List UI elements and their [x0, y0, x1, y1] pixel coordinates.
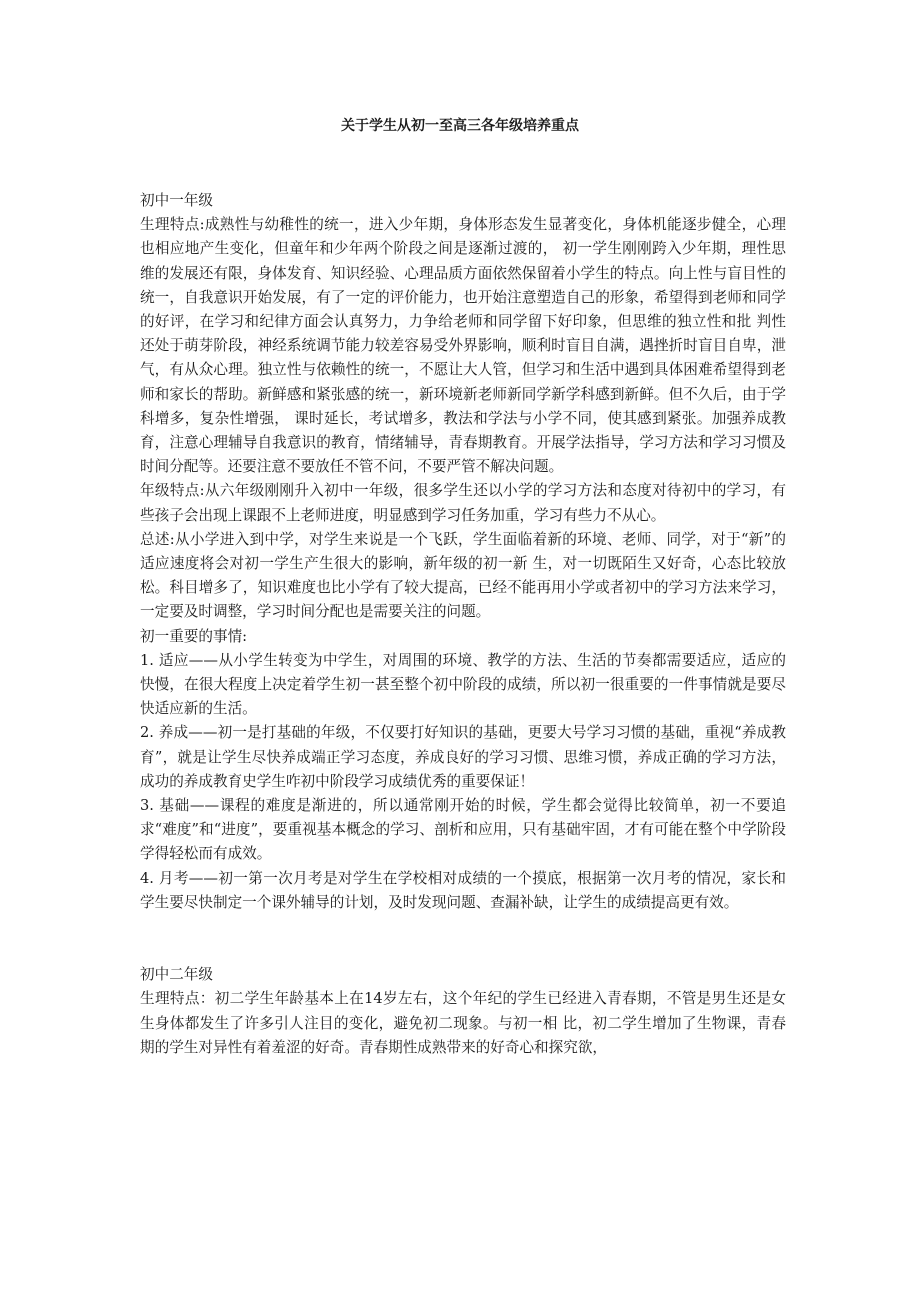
grade1-item-foundation: 3. 基础——课程的难度是渐进的，所以通常刚开始的时候，学生都会觉得比较简单，初一不要追求“难度”和“进度”，要重视基本概念的学习、剖析和应用，只有基础牢固，才有可能在整个中学阶段学得轻松而有成效。	[140, 797, 786, 863]
document-body	[140, 189, 786, 1060]
grade1-summary-paragraph: 总述:从小学进入到中学，对学生来说是一个飞跃，学生面临着新的环境、老师、同学，对于“新”的适应速度将会对初一学生产生很大的影响，新年级的初一新 生，对一切既陌生又好奇，心态比较放松。科目增多了，知识难度也比小学有了较大提高，已经不能再用小学或者初中的学习方法来学习，一定要及时调整，学习时间分配也是需要关注的问题。	[140, 530, 786, 621]
grade1-item-habit: 2. 养成——初一是打基础的年级，不仅要打好知识的基础，更要大号学习习惯的基础，重视“养成教育”，就是让学生尽快养成端正学习态度，养成良好的学习习惯、思维习惯，养成正确的学习方法，成功的养成教育史学生咋初中阶段学习成绩优秀的重要保证！	[140, 724, 786, 790]
grade2-physio-paragraph: 生理特点：初二学生年龄基本上在14岁左右，这个年纪的学生已经进入青春期，不管是男生还是女生身体都发生了许多引人注目的变化，避免初二现象。与初一相 比，初二学生增加了生物课，青春期的学生对异性有着羞涩的好奇。青春期性成熟带来的好奇心和探究欲，	[140, 990, 786, 1056]
document-title: 关于学生从初一至高三各年级培养重点	[341, 118, 579, 134]
grade1-physio-paragraph: 生理特点:成熟性与幼稚性的统一，进入少年期，身体形态发生显著变化，身体机能逐步健全，心理也相应地产生变化，但童年和少年两个阶段之间是逐渐过渡的， 初一学生刚刚跨入少年期，理性思维的发展还有限，身体发育、知识经验、心理品质方面依然保留着小学生的特点。向上性与盲目性的统一，自我意识开始发展，有了一定的评价能力，也开始注意塑造自己的形象，希望得到老师和同学的好评，在学习和纪律方面会认真努力，力争给老师和同学留下好印象，但思维的独立性和批 判性还处于萌芽阶段，神经系统调节能力较差容易受外界影响，顺利时盲目自满，遇挫折时盲目自卑，泄气，有从众心理。独立性与依赖性的统一，不愿让大人管，但学习和生活中遇到具体困难希望得到老师和家长的帮助。新鲜感和紧张感的统一，新环境新老师新同学新学科感到新鲜。但不久后，由于学科增多，复杂性增强， 课时延长，考试增多，教法和学法与小学不同，使其感到紧张。加强养成教育，注意心理辅导自我意识的教育，情绪辅导，青春期教育。开展学法指导，学习方法和学习习惯及时间分配等。还要注意不要放任不管不问，不要严管不解决问题。	[140, 216, 786, 476]
grade1-item-monthly-exam: 4. 月考——初一第一次月考是对学生在学校相对成绩的一个摸底，根据第一次月考的情况，家长和学生要尽快制定一个课外辅导的计划，及时发现问题、查漏补缺，让学生的成绩提高更有效。	[140, 869, 786, 911]
grade1-item-adapt: 1. 适应——从小学生转变为中学生，对周围的环境、教学的方法、生活的节奏都需要适应，适应的快慢，在很大程度上决定着学生初一甚至整个初中阶段的成绩，所以初一很重要的一件事情就是要尽快适应新的生活。	[140, 651, 786, 718]
section-heading-grade2: 初中二年级	[140, 966, 213, 984]
grade1-important-heading: 初一重要的事情:	[140, 627, 248, 645]
section-heading-grade1: 初中一年级	[140, 192, 213, 209]
section-spacer	[140, 915, 786, 963]
grade1-traits-paragraph: 年级特点:从六年级刚刚升入初中一年级，很多学生还以小学的学习方法和态度对待初中的学习，有些孩子会出现上课跟不上老师进度，明显感到学习任务加重，学习有些力不从心。	[140, 482, 786, 524]
